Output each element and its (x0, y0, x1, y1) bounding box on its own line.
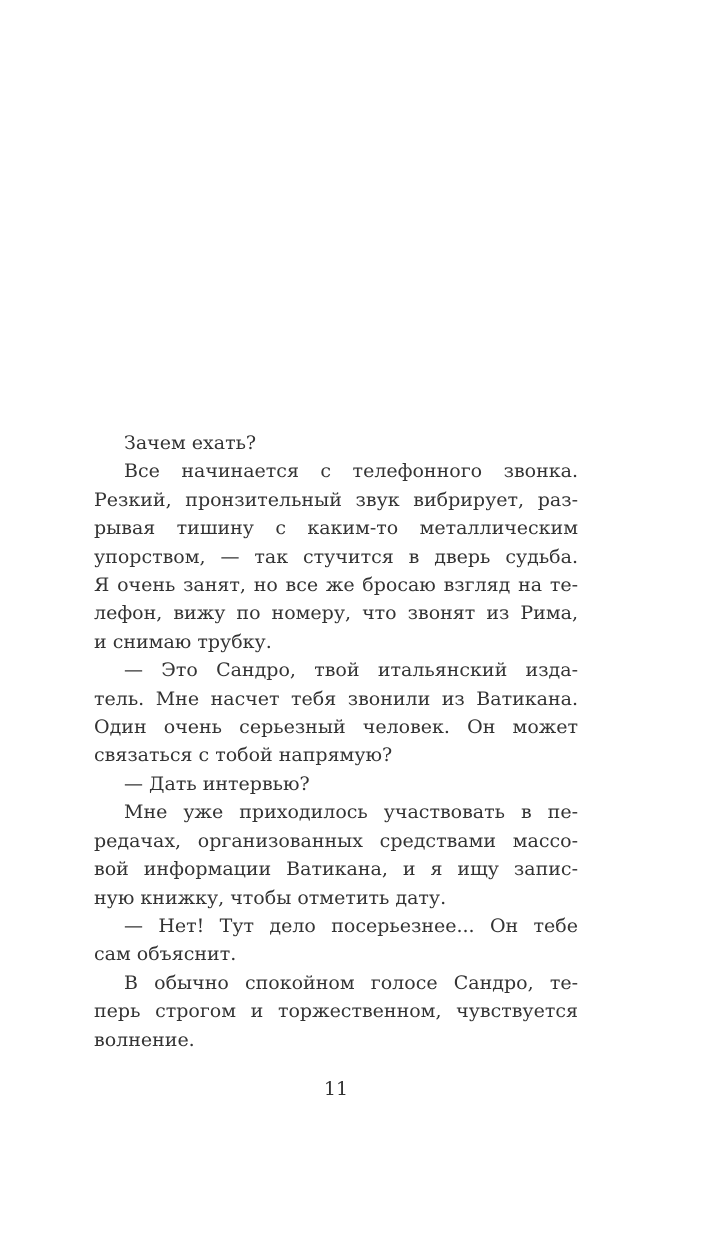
text-line: Зачем ехать? (124, 432, 257, 454)
text-line: Все начинается с телефонного звонка. (124, 460, 578, 483)
text-line: рывая тишину с каким-то металлическим (94, 517, 578, 540)
text-line: — Дать интервью? (124, 772, 310, 795)
text-line: Один очень серьезный человек. Он может (94, 716, 578, 739)
text-line: волнение. (94, 1028, 195, 1051)
page-text (94, 429, 578, 1054)
text-line: редачах, организованных средствами массо- (94, 829, 578, 852)
text-line: перь строгом и торжественном, чувствуется (94, 1000, 578, 1023)
text-line: лефон, вижу по номеру, что звонят из Рима, (94, 602, 578, 625)
text-line: Я очень занят, но все же бросаю взгляд на те- (94, 574, 578, 597)
text-line: вой информации Ватикана, и я ищу запис- (94, 858, 578, 881)
text-line: ную книжку, чтобы отметить дату. (94, 886, 447, 909)
text-line: сам объяснит. (94, 943, 237, 966)
page-number: 11 (323, 1078, 349, 1100)
text-line: В обычно спокойном голосе Сандро, те- (124, 971, 578, 994)
text-line: Резкий, пронзительный звук вибрирует, раз- (94, 488, 578, 511)
text-line: тель. Мне насчет тебя звонили из Ватикана. (94, 687, 578, 710)
text-line: Мне уже приходилось участвовать в пе- (124, 801, 578, 824)
text-line: связаться с тобой напрямую? (94, 744, 393, 767)
text-line: — Это Сандро, твой итальянский изда- (124, 659, 578, 682)
text-line: и снимаю трубку. (94, 630, 272, 653)
text-line: упорством, — так стучится в дверь судьба. (94, 545, 578, 568)
text-line: — Нет! Тут дело посерьезнее... Он тебе (124, 914, 578, 937)
